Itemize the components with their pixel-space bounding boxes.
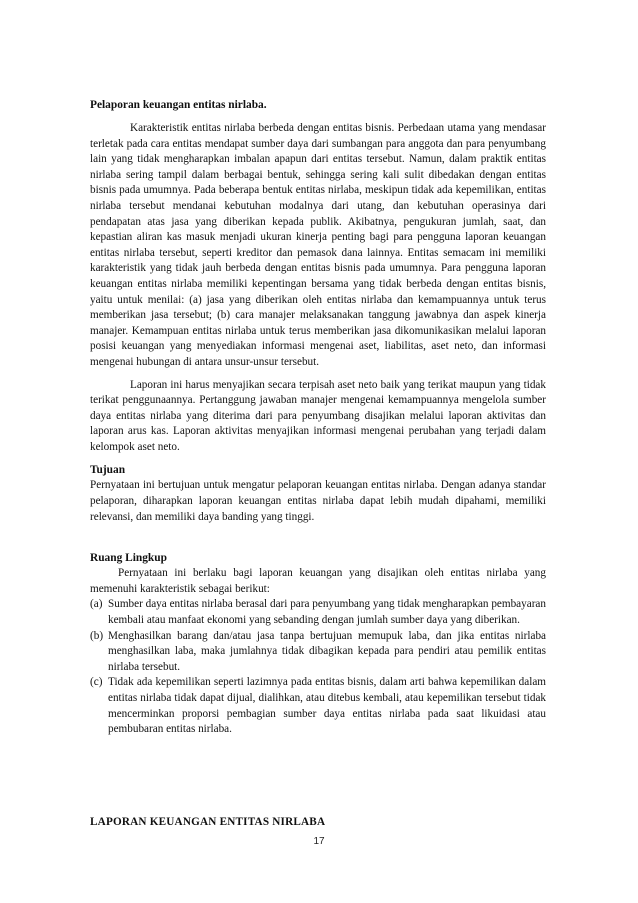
criteria-list — [90, 597, 546, 737]
list-item — [90, 597, 546, 628]
paragraph-tujuan: Pernyataan ini bertujuan untuk mengatur pelaporan keuangan entitas nirlaba. Dengan adanya standar pelaporan, diharapkan laporan keuangan entitas nirlaba dapat lebih mudah dipahami, memiliki relevansi, dan memiliki daya banding yang tinggi. — [90, 479, 546, 523]
list-item — [90, 629, 546, 676]
list-marker: (b) — [90, 629, 104, 642]
paragraph-laporan: Laporan ini harus menyajikan secara terpisah aset neto baik yang terikat maupun yang tidak terikat penggunaannya. Pertanggung jawaban manajer mengenai kemampuannya mengelola sumber daya entitas nirlaba yang diterima dari para penyumbang disajikan melalui laporan aktivitas dan laporan arus kas. Laporan aktivitas menyajikan informasi mengenai perubahan yang terjadi dalam kelompok aset neto. — [90, 378, 546, 453]
list-item-text: Tidak ada kepemilikan seperti lazimnya pada entitas bisnis, dalam arti bahwa kepemilikan dalam entitas nirlaba tidak dapat dijual, dialihkan, atau ditebus kembali, atau kepemilikan tersebut tidak mencerminkan proporsi pembagian sumber daya entitas nirlaba pada saat likuidasi atau pembubaran entitas nirlaba. — [108, 676, 546, 736]
heading-tujuan: Tujuan — [90, 464, 126, 477]
list-item-text: Menghasilkan barang dan/atau jasa tanpa bertujuan memupuk laba, dan jika entitas nirlaba menghasilkan laba, maka jumlahnya tidak dibagikan kepada para pendiri atau pemilik entitas nirlaba tersebut. — [108, 629, 546, 673]
page-body — [90, 98, 546, 738]
list-marker: (c) — [90, 676, 103, 689]
list-marker: (a) — [90, 598, 103, 611]
paragraph-karakteristik: Karakteristik entitas nirlaba berbeda dengan entitas bisnis. Perbedaan utama yang mendasar terletak pada cara entitas mendapat sumber daya dari sumbangan para anggota dan para penyumbang lain yang tidak mengharapkan imbalan apapun dari entitas tersebut. Namun, dalam praktik entitas nirlaba sering tampil dalam berbagai bentuk, sehingga sering kali sulit dibedakan dengan entitas bisnis pada umumnya. Pada beberapa bentuk entitas nirlaba, meskipun tidak ada kepemilikan, entitas nirlaba tersebut mendanai kebutuhan modalnya dari utang, dan kebutuhan operasinya dari pendapatan atas jasa yang diberikan kepada publik. Akibatnya, pengukuran jumlah, saat, dan kepastian aliran kas masuk menjadi ukuran kinerja penting bagi para pengguna laporan keuangan entitas nirlaba tersebut, seperti kreditor dan pemasok dana lainnya. Entitas semacam ini memiliki karakteristik yang tidak jauh berbeda dengan entitas bisnis pada umumnya. Para pengguna laporan keuangan entitas nirlaba memiliki kepentingan bersama yang tidak berbeda dengan entitas bisnis, yaitu untuk menilai: (a) jasa yang diberikan oleh entitas nirlaba dan kemampuannya untuk terus memberikan jasa tersebut; (b) cara manajer melaksanakan tanggung jawabnya dan aspek kinerja manajer. Kemampuan entitas nirlaba untuk terus memberikan jasa dikomunikasikan melalui laporan posisi keuangan yang menyediakan informasi mengenai aset, liabilitas, aset neto, dan informasi mengenai hubungan di antara unsur-unsur tersebut. — [90, 122, 546, 368]
heading-ruang-lingkup: Ruang Lingkup — [90, 552, 167, 565]
page-number: 17 — [313, 836, 325, 847]
footer-title: LAPORAN KEUANGAN ENTITAS NIRLABA — [90, 816, 326, 828]
heading-pelaporan: Pelaporan keuangan entitas nirlaba. — [90, 99, 267, 111]
paragraph-ruang-intro: Pernyataan ini berlaku bagi laporan keuangan yang disajikan oleh entitas nirlaba yang memenuhi karakteristik sebagai berikut: — [90, 567, 546, 595]
list-item-text: Sumber daya entitas nirlaba berasal dari para penyumbang yang tidak mengharapkan pembayaran kembali atau manfaat ekonomi yang sebanding dengan jumlah sumber daya yang diberikan. — [108, 598, 546, 627]
list-item — [90, 675, 546, 737]
